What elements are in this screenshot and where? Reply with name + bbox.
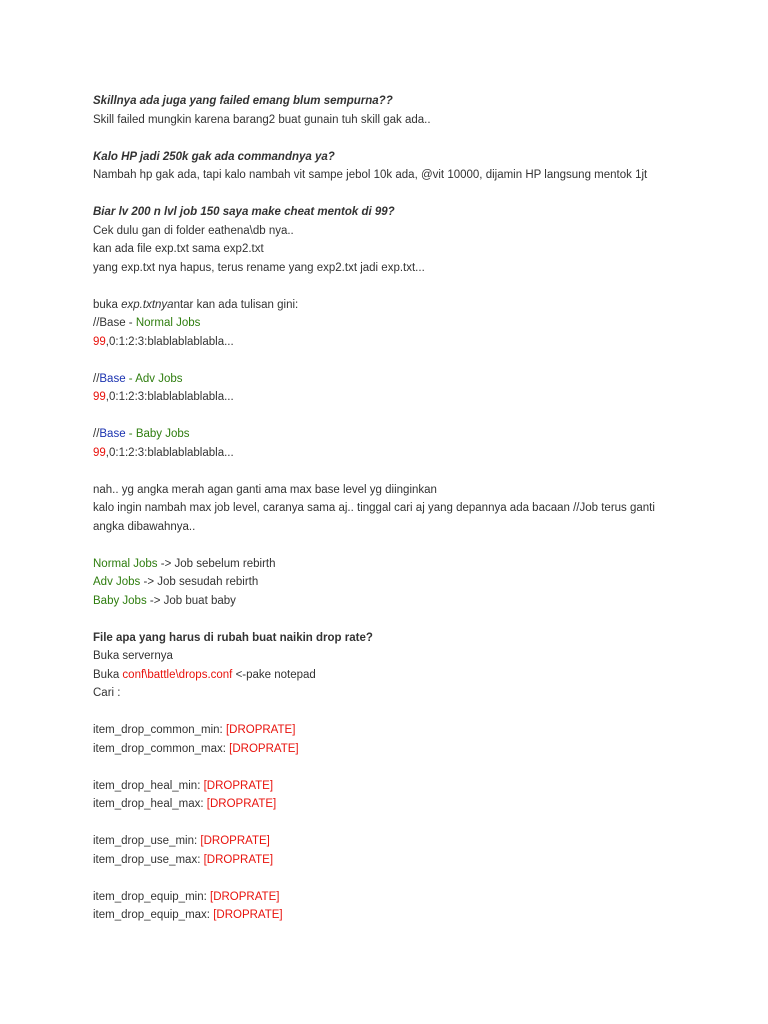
config-setting: item_drop_use_min: [DROPRATE] bbox=[93, 835, 270, 847]
config-setting: item_drop_equip_min: [DROPRATE] bbox=[93, 890, 280, 903]
faq-answer-line: Cari : bbox=[93, 687, 121, 699]
faq-answer-line: Buka servernya bbox=[93, 650, 173, 662]
code-comment-line: //Base - Normal Jobs bbox=[93, 317, 201, 329]
explanation-line: nah.. yg angka merah agan ganti ama max base level yg diinginkan bbox=[93, 483, 437, 496]
config-setting: item_drop_common_max: [DROPRATE] bbox=[93, 742, 299, 755]
buka-line: buka exp.txtnyantar kan ada tulisan gini: bbox=[93, 298, 299, 311]
legend-line: Adv Jobs -> Job sesudah rebirth bbox=[93, 576, 259, 588]
faq-content bbox=[93, 92, 693, 925]
legend-line: Baby Jobs -> Job buat baby bbox=[93, 594, 236, 607]
config-setting: item_drop_use_max: [DROPRATE] bbox=[93, 853, 274, 866]
explanation-line: angka dibawahnya.. bbox=[93, 520, 196, 533]
faq-answer: Nambah hp gak ada, tapi kalo nambah vit sampe jebol 10k ada, @vit 10000, dijamin HP langsung mentok 1jt bbox=[93, 169, 648, 181]
faq-question: File apa yang harus di rubah buat naikin drop rate? bbox=[93, 631, 373, 644]
config-setting: item_drop_heal_max: [DROPRATE] bbox=[93, 798, 277, 810]
code-comment-line: //Base - Baby Jobs bbox=[93, 428, 190, 440]
explanation-line: kalo ingin nambah max job level, caranya sama aj.. tinggal cari aj yang depannya ada bacaan //Job terus ganti bbox=[93, 502, 655, 514]
config-path-line: Buka conf\battle\drops.conf <-pake notepad bbox=[93, 668, 316, 681]
faq-question: Kalo HP jadi 250k gak ada commandnya ya? bbox=[93, 150, 335, 163]
faq-question: Biar lv 200 n lvl job 150 saya make cheat mentok di 99? bbox=[93, 206, 395, 218]
code-value-line: 99,0:1:2:3:blablablablabla... bbox=[93, 446, 234, 459]
config-setting: item_drop_common_min: [DROPRATE] bbox=[93, 724, 296, 736]
config-setting: item_drop_equip_max: [DROPRATE] bbox=[93, 909, 283, 921]
code-comment-line: //Base - Adv Jobs bbox=[93, 372, 183, 385]
config-path: conf\battle\drops.conf bbox=[122, 668, 233, 681]
legend-line: Normal Jobs -> Job sebelum rebirth bbox=[93, 557, 276, 570]
faq-answer-line: Cek dulu gan di folder eathena\db nya.. bbox=[93, 224, 294, 237]
exp-file-name: exp.txtnya bbox=[121, 298, 174, 311]
code-value-line: 99,0:1:2:3:blablablablabla... bbox=[93, 335, 234, 348]
faq-answer-line: yang exp.txt nya hapus, terus rename yang exp2.txt jadi exp.txt... bbox=[93, 261, 425, 274]
config-setting: item_drop_heal_min: [DROPRATE] bbox=[93, 779, 274, 792]
faq-question: Skillnya ada juga yang failed emang blum sempurna?? bbox=[93, 95, 393, 107]
faq-answer: Skill failed mungkin karena barang2 buat gunain tuh skill gak ada.. bbox=[93, 113, 431, 126]
code-value-line: 99,0:1:2:3:blablablablabla... bbox=[93, 391, 234, 403]
faq-answer-line: kan ada file exp.txt sama exp2.txt bbox=[93, 243, 264, 255]
